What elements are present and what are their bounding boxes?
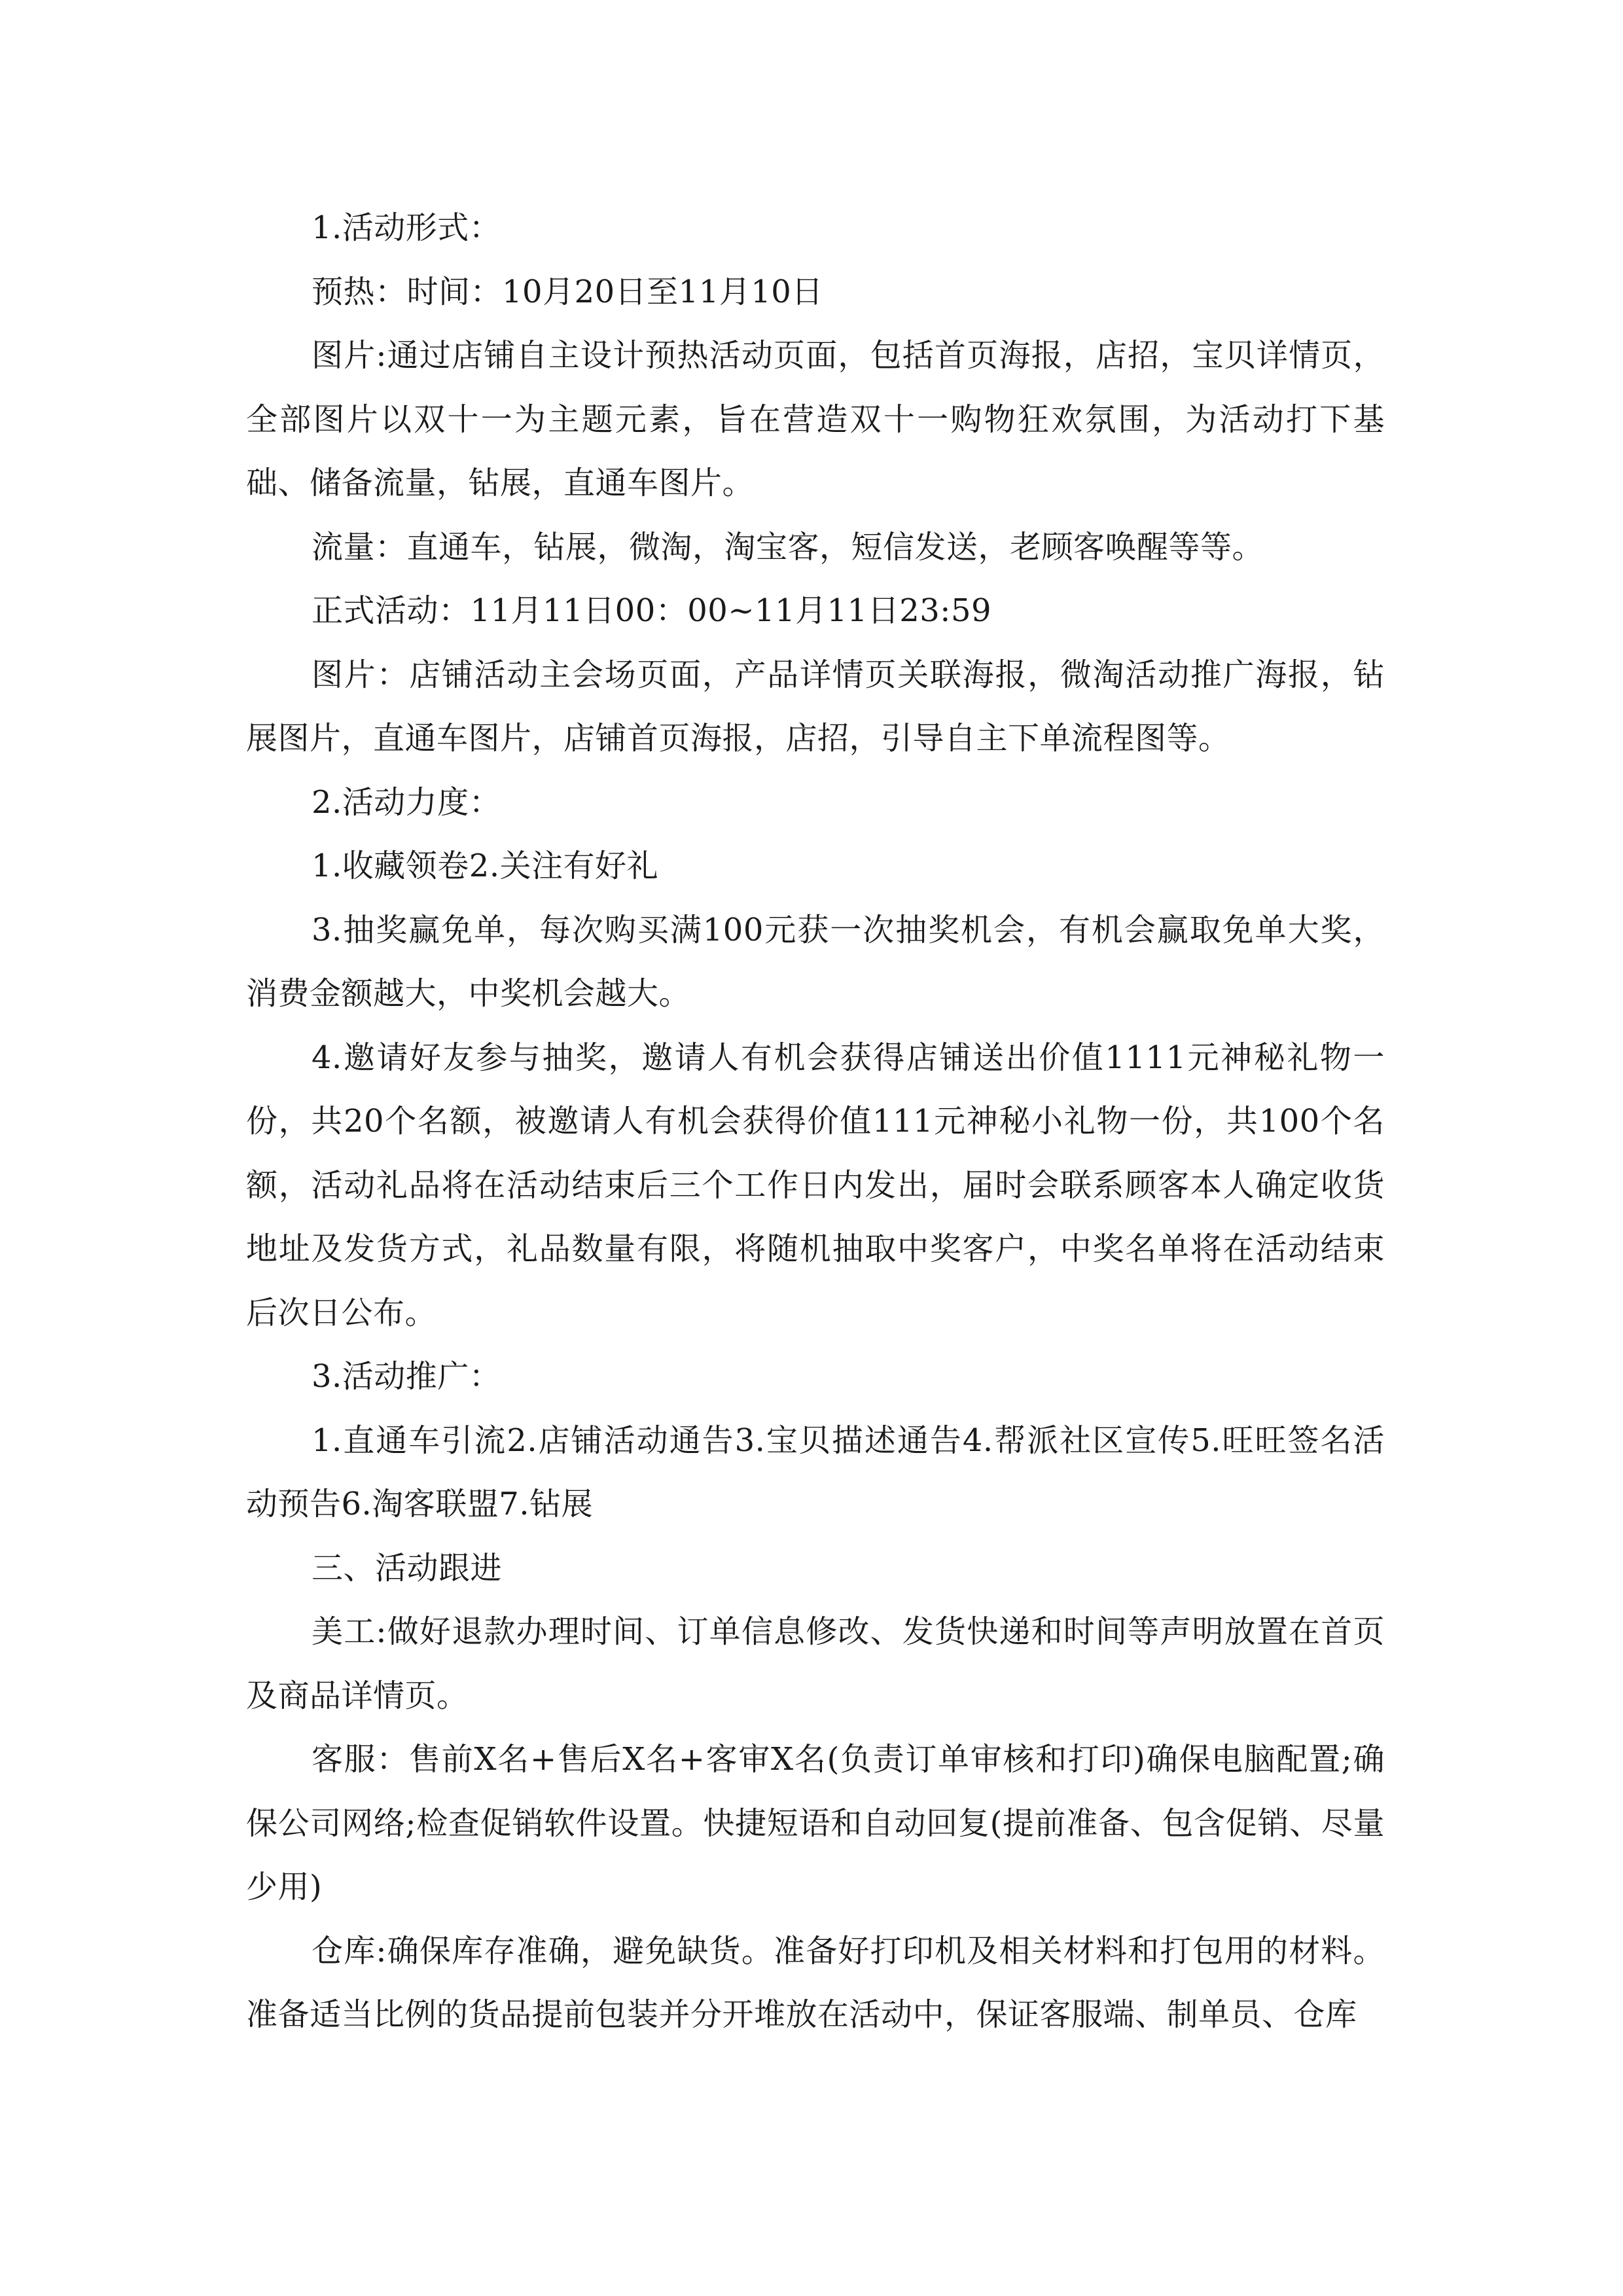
paragraph-main-event-time: 正式活动：11月11日00：00~11月11日23:59 [312, 592, 992, 629]
paragraph-warehouse: 仓库:确保库存准确，避免缺货。准备好打印机及相关材料和打包用的材料。准备适当比例的货品提前包装并分开堆放在活动中，保证客服端、制单员、仓库 [246, 1932, 1385, 2033]
paragraph-main-event-images: 图片：店铺活动主会场页面，产品详情页关联海报，微淘活动推广海报，钻展图片，直通车图片，店铺首页海报，店招，引导自主下单流程图等。 [246, 656, 1385, 757]
paragraph-promotion-channels: 1.直通车引流2.店铺活动通告3.宝贝描述通告4.帮派社区宣传5.旺旺签名活动预告6.淘客联盟7.钻展 [246, 1422, 1385, 1522]
paragraph-follow-up-heading: 三、活动跟进 [312, 1549, 503, 1587]
paragraph-invite-friends: 4.邀请好友参与抽奖，邀请人有机会获得店铺送出价值1111元神秘礼物一份，共20个名额，被邀请人有机会获得价值111元神秘小礼物一份，共100个名额，活动礼品将在活动结束后三个工作日内发出，届时会联系顾客本人确定收货地址及发货方式，礼品数量有限，将随机抽取中奖客户，中奖名单将在活动结束后次日公布。 [246, 1039, 1385, 1331]
paragraph-preheat-images: 图片:通过店铺自主设计预热活动页面，包括首页海报，店招，宝贝详情页，全部图片以双十一为主题元素，旨在营造双十一购物狂欢氛围，为活动打下基础、储备流量，钻展，直通车图片。 [246, 337, 1385, 501]
paragraph-coupon-follow: 1.收藏领卷2.关注有好礼 [312, 848, 659, 884]
paragraph-promotion-heading: 3.活动推广： [312, 1358, 501, 1395]
paragraph-activity-strength-heading: 2.活动力度： [312, 783, 501, 821]
paragraph-traffic: 流量：直通车，钻展，微淘，淘宝客，短信发送，老顾客唤醒等等。 [312, 528, 1264, 565]
paragraph-lottery: 3.抽奖赢免单，每次购买满100元获一次抽奖机会，有机会赢取免单大奖，消费金额越大，中奖机会越大。 [246, 911, 1385, 1012]
document-body [246, 196, 1385, 2047]
paragraph-preheat-time: 预热：时间：10月20日至11月10日 [312, 273, 823, 310]
paragraph-activity-format-heading: 1.活动形式： [312, 209, 501, 246]
paragraph-designer: 美工:做好退款办理时间、订单信息修改、发货快递和时间等声明放置在首页及商品详情页。 [246, 1613, 1385, 1714]
paragraph-customer-service: 客服：售前X名+售后X名+客审X名(负责订单审核和打印)确保电脑配置;确保公司网络;检查促销软件设置。快捷短语和自动回复(提前准备、包含促销、尽量少用) [246, 1741, 1385, 1905]
